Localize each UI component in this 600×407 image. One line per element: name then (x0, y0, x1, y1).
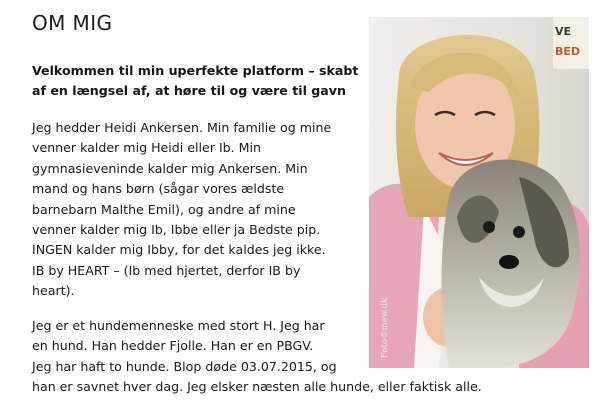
sign-text-bottom: BED (555, 45, 581, 58)
background-sign (553, 17, 589, 69)
paragraph-line: heart). (32, 283, 75, 299)
intro-subtitle (32, 61, 359, 101)
sign-text-top: VE (555, 25, 572, 38)
paragraph-line: mand og hans børn (sågar vores ældste (32, 181, 285, 197)
paragraph-line: han er savnet hver dag. Jeg elsker næsten alle hunde, eller faktisk alle. (32, 379, 482, 395)
paragraph-line: en hund. Han hedder Fjolle. Han er en PBGV. (32, 338, 314, 354)
paragraph-line: INGEN kalder mig Ibby, for det kaldes jeg ikke. (32, 242, 326, 258)
page-title: OM MIG (32, 11, 113, 35)
paragraph-line: Jeg er et hundemenneske med stort H. Jeg har (32, 318, 325, 333)
paragraph-line: venner kalder mig Ib, Ibbe eller ja Bedste pip. (32, 222, 321, 238)
photo-credit: Foto©mew.dk (380, 297, 390, 358)
subtitle-line: af en længsel af, at høre til og være til gavn (32, 83, 346, 98)
subtitle-line: Velkommen til min uperfekte platform – skabt (32, 63, 359, 78)
portrait-illustration (369, 17, 589, 368)
paragraph-line: IB by HEART – (Ib med hjertet, derfor IB by (32, 262, 301, 278)
paragraph-line: gymnasieveninde kalder mig Ankersen. Min (32, 160, 308, 176)
portrait-photo (369, 17, 589, 368)
paragraph-line: Jeg hedder Heidi Ankersen. Min familie og mine (32, 120, 332, 135)
paragraph-line: barnebarn Malthe Emil), og andre af mine (32, 201, 296, 217)
about-paragraph-1 (32, 118, 372, 302)
paragraph-line: venner kalder mig Heidi eller Ib. Min (32, 140, 262, 156)
paragraph-line: Jeg har haft to hunde. Blop døde 03.07.2015, og (32, 358, 337, 374)
dog-illustration (442, 160, 580, 368)
